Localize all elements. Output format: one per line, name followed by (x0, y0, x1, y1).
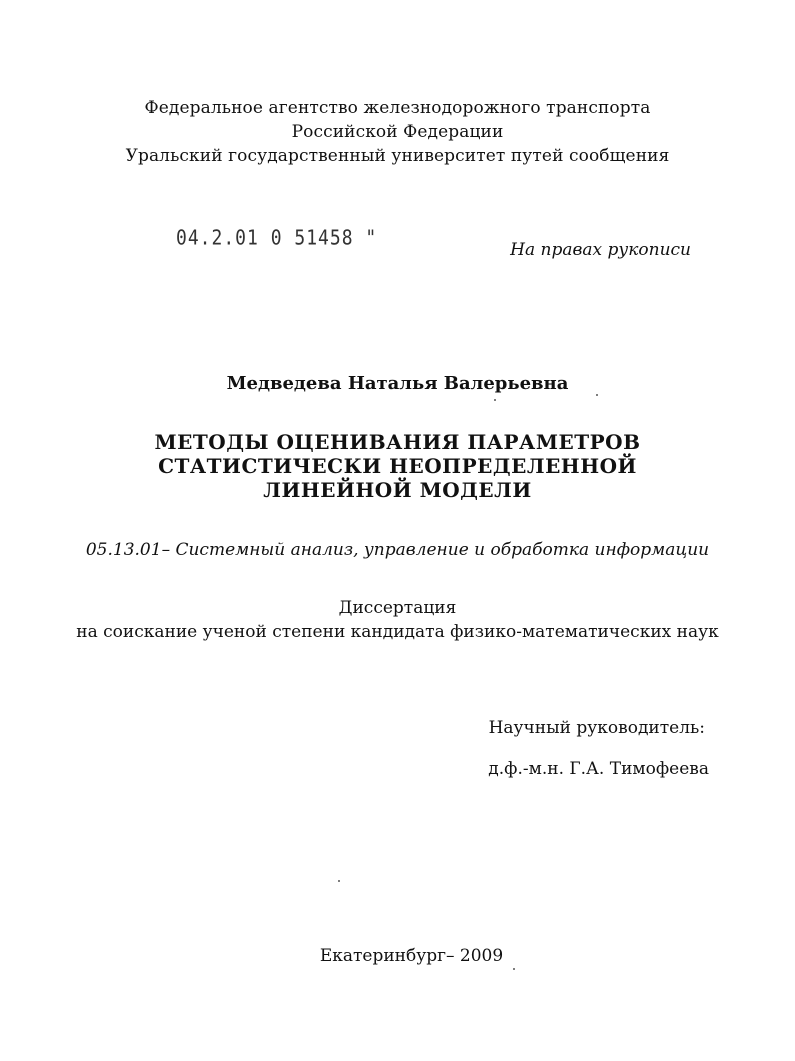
scan-speck (338, 880, 340, 882)
author-name: Медведева Наталья Валерьевна (226, 373, 569, 394)
organization-line-3: Уральский государственный университет путей сообщения (125, 146, 670, 166)
document-type: Диссертация (338, 598, 457, 618)
organization-line-1: Федеральное агентство железнодорожного транспорта (144, 98, 651, 118)
specialty-code: 05.13.01– Системный анализ, управление и обработка информации (85, 540, 710, 560)
city-year: Екатеринбург– 2009 (319, 946, 504, 966)
scan-speck (513, 968, 515, 970)
supervisor-label: Научный руководитель: (488, 718, 705, 738)
archive-stamp-number: 04.2.01 0 51458 " (176, 226, 378, 251)
supervisor-name: д.ф.-м.н. Г.А. Тимофеева (488, 759, 709, 779)
degree-description: на соискание ученой степени кандидата физико-математических наук (76, 622, 719, 642)
dissertation-title-line-3: ЛИНЕЙНОЙ МОДЕЛИ (263, 478, 532, 502)
scan-speck (494, 399, 496, 401)
scan-speck (596, 394, 598, 396)
manuscript-rights-notice: На правах рукописи (510, 240, 691, 260)
dissertation-title-line-1: МЕТОДЫ ОЦЕНИВАНИЯ ПАРАМЕТРОВ (154, 430, 641, 454)
organization-line-2: Российской Федерации (291, 122, 504, 142)
dissertation-title-line-2: СТАТИСТИЧЕСКИ НЕОПРЕДЕЛЕННОЙ (158, 454, 637, 478)
